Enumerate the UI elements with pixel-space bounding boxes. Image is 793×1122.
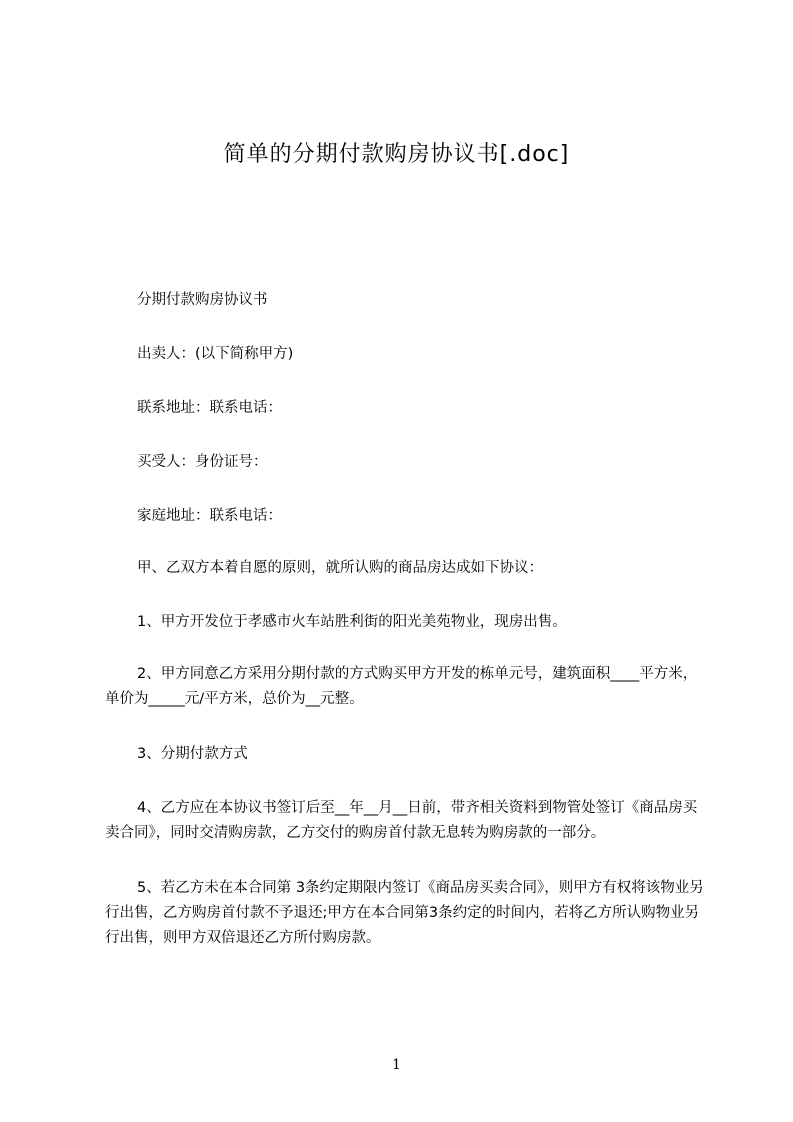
paragraph-seller-contact: 联系地址：联系电话： <box>137 400 282 416</box>
paragraph-agreement-intro: 甲、乙双方本着自愿的原则，就所认购的商品房达成如下协议： <box>137 560 543 576</box>
paragraph-clause-4: 4、乙方应在本协议书签订后至__年__月__日前，带齐相关资料到物管处签订《商品房买卖合同》，同时交清购房款，乙方交付的购房首付款无息转为购房款的一部分。 <box>105 800 698 841</box>
paragraph-buyer-contact: 家庭地址：联系电话： <box>137 508 282 524</box>
document-title: 简单的分期付款购房协议书[.doc] <box>223 142 570 167</box>
paragraph-clause-3: 3、分期付款方式 <box>137 746 248 762</box>
paragraph-seller: 出卖人：(以下简称甲方) <box>137 346 294 362</box>
paragraph-heading: 分期付款购房协议书 <box>137 292 268 308</box>
page-number: 1 <box>392 1057 401 1073</box>
paragraph-clause-2: 2、甲方同意乙方采用分期付款的方式购买甲方开发的栋单元号，建筑面积____平方米，单价为_____元/平方米，总价为__元整。 <box>105 666 698 707</box>
paragraph-clause-5: 5、若乙方未在本合同第 3条约定期限内签订《商品房买卖合同》，则甲方有权将该物业另行出售，乙方购房首付款不予退还;甲方在本合同第3条约定的时间内，若将乙方所认购物业另行出售，则甲方双倍退还乙方所付购房款。 <box>105 880 704 946</box>
paragraph-clause-1: 1、甲方开发位于孝感市火车站胜利街的阳光美苑物业，现房出售。 <box>137 614 567 630</box>
paragraph-buyer: 买受人：身份证号： <box>137 454 268 470</box>
